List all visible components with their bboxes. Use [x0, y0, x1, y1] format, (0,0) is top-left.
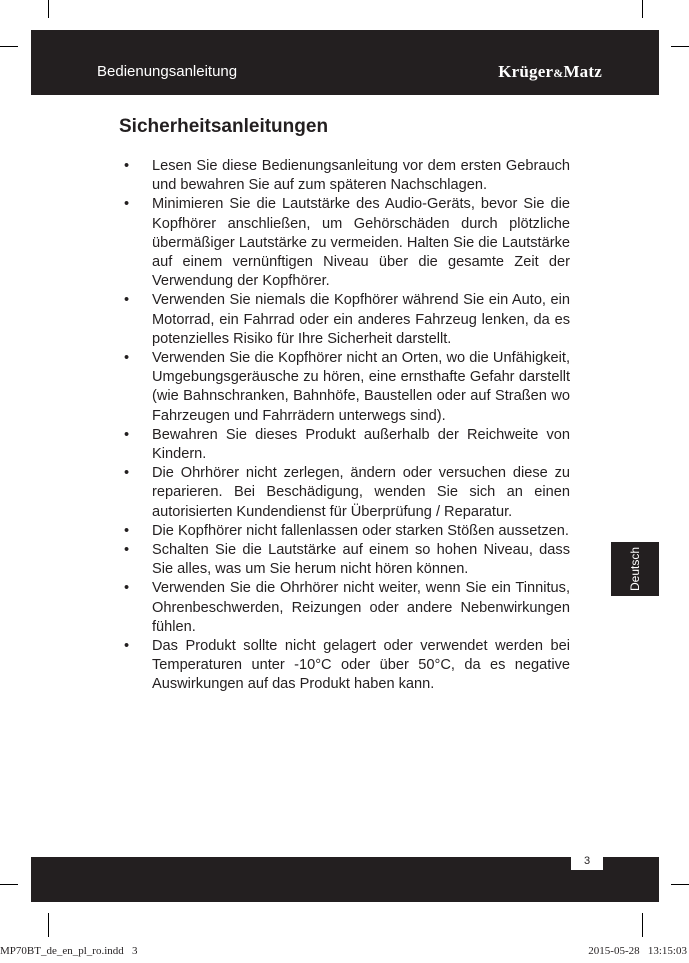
brand-logo [498, 62, 602, 82]
language-tab-label: Deutsch [628, 546, 642, 592]
language-tab [611, 542, 659, 596]
list-item: • Verwenden Sie die Kopfhörer nicht an Orten, wo die Unfähigkeit, Umgebungsgeräusche zu hören, eine ernsthafte Gefahr darstellt (wie Bahnschranken, Bahnhöfe, Baustellen oder auf Straßen wo Fahrzeugen und Fahrrädern unterwegs sind). [118, 349, 570, 426]
list-item: • Schalten Sie die Lautstärke auf einem so hohen Niveau, dass Sie alles, was um Sie herum nicht hören können. [118, 541, 570, 579]
list-item: • Die Ohrhörer nicht zerlegen, ändern oder versuchen diese zu reparieren. Bei Beschädigung, wenden Sie sich an einen autorisierten Kundendienst für Überprüfung / Reparatur. [118, 464, 570, 522]
list-item: • Verwenden Sie die Ohrhörer nicht weiter, wenn Sie ein Tinnitus, Ohrenbeschwerden, Reizungen oder andere Nebenwirkungen fühlen. [118, 579, 570, 637]
list-item: • Die Kopfhörer nicht fallenlassen oder starken Stößen aussetzen. [118, 522, 570, 541]
page-title: Sicherheitsanleitungen [119, 116, 329, 137]
crop-mark [0, 884, 18, 885]
brand-name-end: Matz [563, 62, 602, 81]
print-slug-file: MP70BT_de_en_pl_ro.indd 3 [0, 945, 138, 957]
list-item: • Minimieren Sie die Lautstärke des Audio-Geräts, bevor Sie die Kopfhörer anschließen, um Gehörschäden durch plötzliche übermäßiger Lautstärke zu vermeiden. Halten Sie die Lautstärke auf einem vernünftigen Niveau über die gesamte Zeit der Verwendung der Kopfhörer. [118, 195, 570, 291]
crop-mark [642, 913, 643, 937]
header-title: Bedienungsanleitung [97, 63, 238, 80]
crop-mark [48, 913, 49, 937]
list-item: • Verwenden Sie niemals die Kopfhörer während Sie ein Auto, ein Motorrad, ein Fahrrad oder ein anderes Fahrzeug lenken, da es potenzielles Risiko für Ihre Sicherheit darstellt. [118, 291, 570, 349]
page-footer [31, 857, 659, 902]
crop-mark [0, 46, 18, 47]
page-number: 3 [571, 853, 603, 870]
crop-mark [671, 884, 689, 885]
print-slug-timestamp: 2015-05-28 13:15:03 [588, 945, 687, 957]
brand-name-main: Krüger [498, 62, 554, 81]
list-item: • Das Produkt sollte nicht gelagert oder verwendet werden bei Temperaturen unter -10°C oder über 50°C, da es negative Auswirkungen auf das Produkt haben kann. [118, 637, 570, 695]
crop-mark [642, 0, 643, 18]
list-item: • Lesen Sie diese Bedienungsanleitung vor dem ersten Gebrauch und bewahren Sie auf zum späteren Nachschlagen. [118, 157, 570, 195]
page-header [31, 30, 659, 95]
brand-ampersand: & [553, 66, 564, 80]
safety-instructions-list [118, 157, 570, 695]
list-item: • Bewahren Sie dieses Produkt außerhalb der Reichweite von Kindern. [118, 426, 570, 464]
crop-mark [671, 46, 689, 47]
crop-mark [48, 0, 49, 18]
